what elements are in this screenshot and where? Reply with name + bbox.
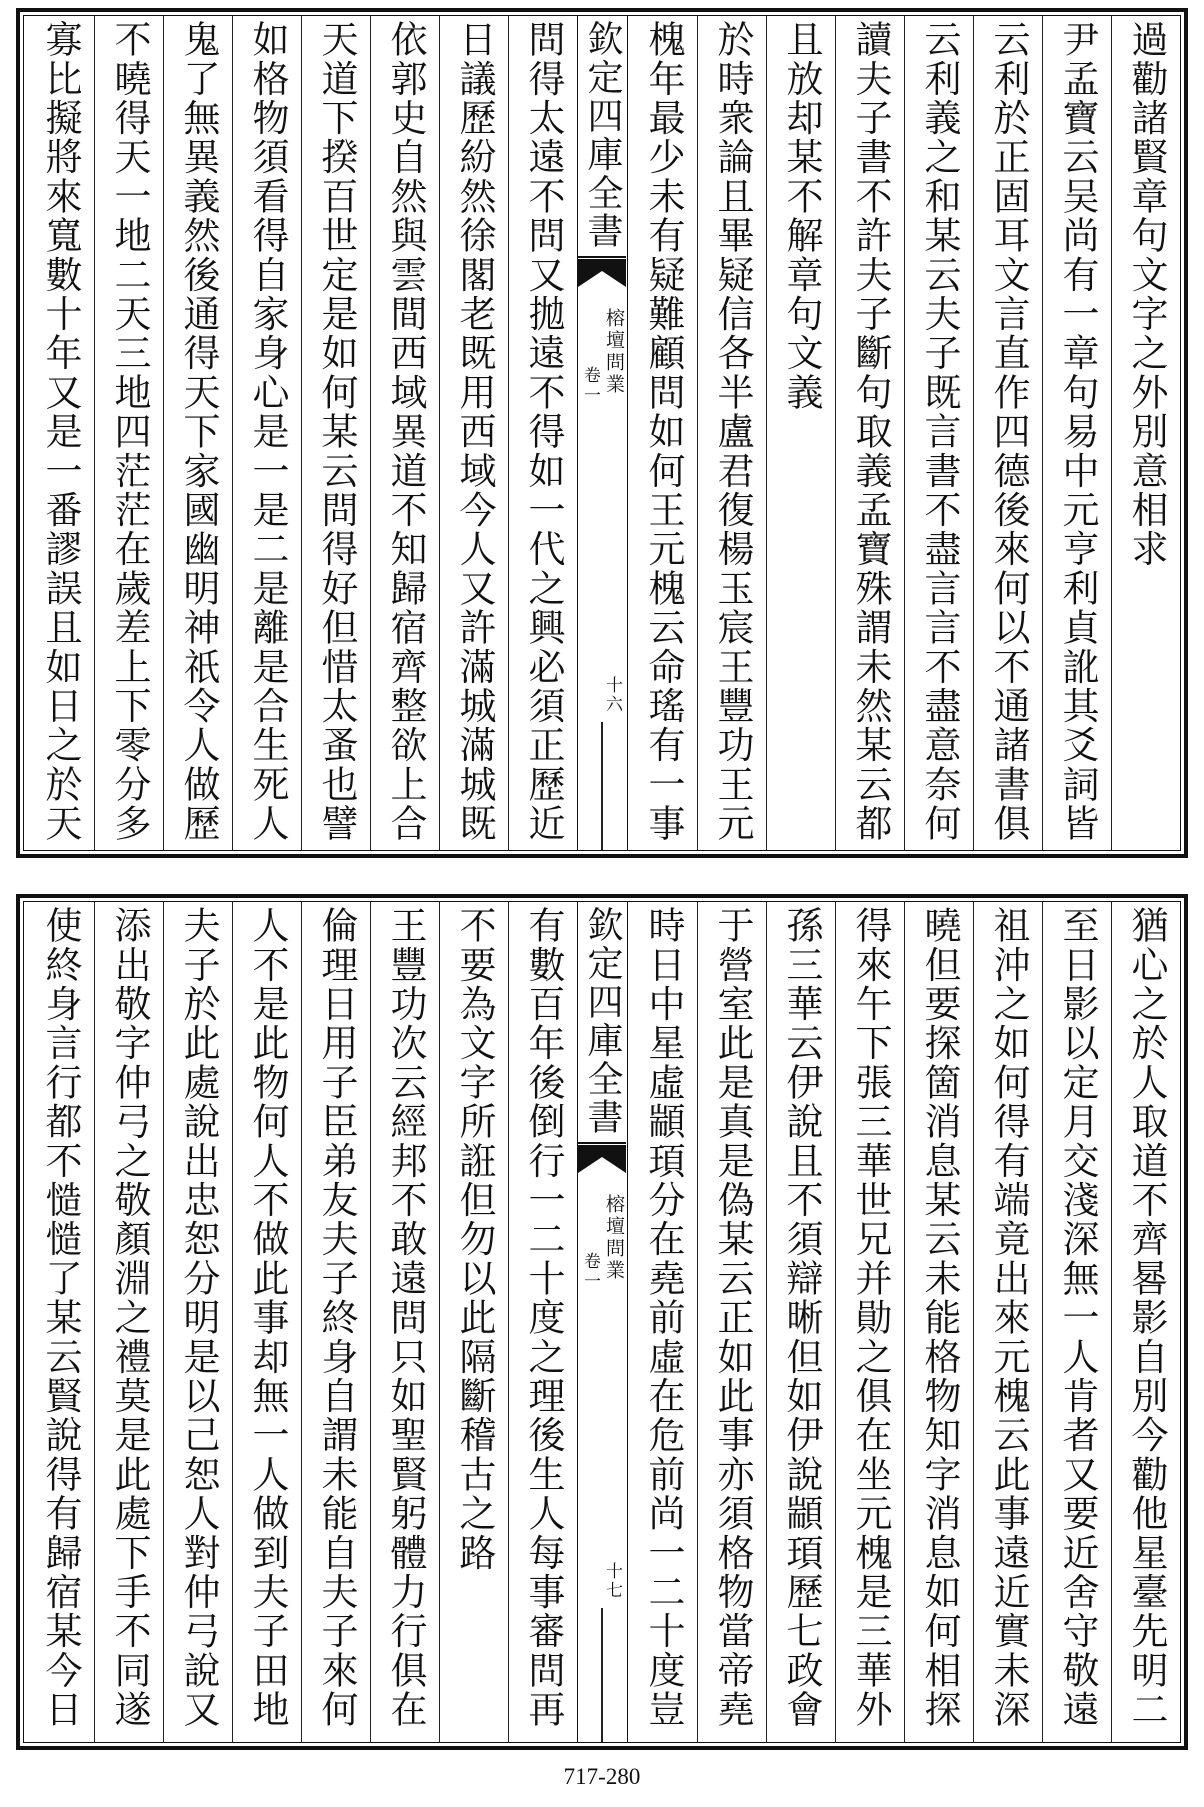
- banner-leaf-number: 十六: [602, 676, 622, 714]
- upper-page-frame: [23, 15, 1181, 851]
- text-column: 於時衆論且畢疑信各半盧君復楊玉宸王豐功王元: [697, 16, 766, 850]
- fish-tail-mark-icon: [578, 259, 626, 289]
- text-column: 鬼了無異義然後通得天下家國幽明神祇令人做歷: [163, 16, 232, 850]
- text-column: 曉但要探箇消息某云未能格物知字消息如何相探: [904, 902, 973, 1742]
- text-column: 王豐功次云經邦不敢遠問只如聖賢躬體力行俱在: [370, 902, 439, 1742]
- banner-leaf-number: 十七: [602, 1562, 622, 1600]
- banner-volume: 卷一: [580, 366, 600, 406]
- text-column: 倫理日用子臣弟友夫子終身自謂未能自夫子來何: [301, 902, 370, 1742]
- text-column: 孫三華云伊說且不須辯晰但如伊說顓頊歷七政會: [766, 902, 835, 1742]
- text-column: 夫子於此處說出忠恕分明是以己恕人對仲弓說又: [163, 902, 232, 1742]
- text-column: 時日中星虛顓頊分在堯前虛在危前尚一二十度豈: [642, 906, 685, 1730]
- upper-page: [16, 8, 1188, 858]
- text-column: 天道下揆百世定是如何某云問得好但惜太蚤也譬: [301, 16, 370, 850]
- text-column: 日議歷紛然徐閣老既用西域今人又許滿城滿城既: [439, 16, 508, 850]
- footer-page-number: 717-280: [563, 1764, 641, 1789]
- text-column: 得來午下張三華世兄并勛之俱在坐元槐是三華外: [835, 902, 904, 1742]
- text-column: 讀夫子書不許夫子斷句取義孟寶殊謂未然某云都: [835, 16, 904, 850]
- text-column: 祖沖之如何得有端竟出來元槐云此事遠近實未深: [973, 902, 1042, 1742]
- banner-book-title: 榕壇問業: [603, 308, 625, 396]
- banner-rule: [578, 1142, 626, 1144]
- text-column: 寡比擬將來寬數十年又是一番謬誤且如日之於天: [39, 20, 82, 844]
- text-column: 不要為文字所誑但勿以此隔斷稽古之路: [439, 902, 508, 1742]
- center-banner: [577, 16, 628, 850]
- text-column: 且放却某不解章句文義: [766, 16, 835, 850]
- fold-line: [601, 722, 603, 850]
- text-column: 過勸諸賢章句文字之外別意相求: [1111, 16, 1180, 850]
- text-column: 云利於正固耳文言直作四德後來何以不通諸書俱: [973, 16, 1042, 850]
- banner-title: 欽定四庫全書: [582, 20, 623, 251]
- fish-tail-mark-icon: [578, 1145, 626, 1175]
- banner-book-title: 榕壇問業: [603, 1194, 625, 1282]
- text-column: 人不是此物何人不做此事却無一人做到夫子田地: [232, 902, 301, 1742]
- banner-volume: 卷一: [580, 1252, 600, 1292]
- text-column: 依郭史自然與雲間西域異道不知歸宿齊整欲上合: [370, 16, 439, 850]
- text-column: 有數百年後倒行一二十度之理後生人每事審問再: [508, 902, 577, 1742]
- text-column: 不曉得天一地二天三地四茫茫在歲差上下零分多: [94, 16, 163, 850]
- text-column: 槐年最少未有疑難顧問如何王元槐云命瑤有一事: [642, 20, 685, 844]
- text-column: 尹孟寶云吴尚有一章句易中元亨利貞訛其爻詞皆: [1042, 16, 1111, 850]
- fold-line: [601, 1608, 603, 1742]
- lower-page-frame: [23, 901, 1181, 1743]
- text-column: 至日影以定月交淺深無一人肯者又要近舍守敬遠: [1042, 902, 1111, 1742]
- text-column: 猶心之於人取道不齊晷影自別今勸他星臺先明二: [1111, 902, 1180, 1742]
- text-column: 如格物須看得自家身心是一是二是離是合生死人: [232, 16, 301, 850]
- banner-title: 欽定四庫全書: [582, 906, 623, 1137]
- center-banner: [577, 902, 628, 1742]
- text-column: 于營室此是真是偽某云正如此事亦須格物當帝堯: [697, 902, 766, 1742]
- lower-page: [16, 894, 1188, 1750]
- text-column: 問得太遠不問又拋遠不得如一代之興必須正歷近: [508, 16, 577, 850]
- text-column: 使終身言行都不慥慥了某云賢說得有歸宿某今日: [39, 906, 82, 1730]
- text-column: 添出敬字仲弓之敬顏淵之禮莫是此處下手不同遂: [94, 902, 163, 1742]
- text-column: 云利義之和某云夫子既言書不盡言言不盡意奈何: [904, 16, 973, 850]
- banner-rule: [578, 256, 626, 258]
